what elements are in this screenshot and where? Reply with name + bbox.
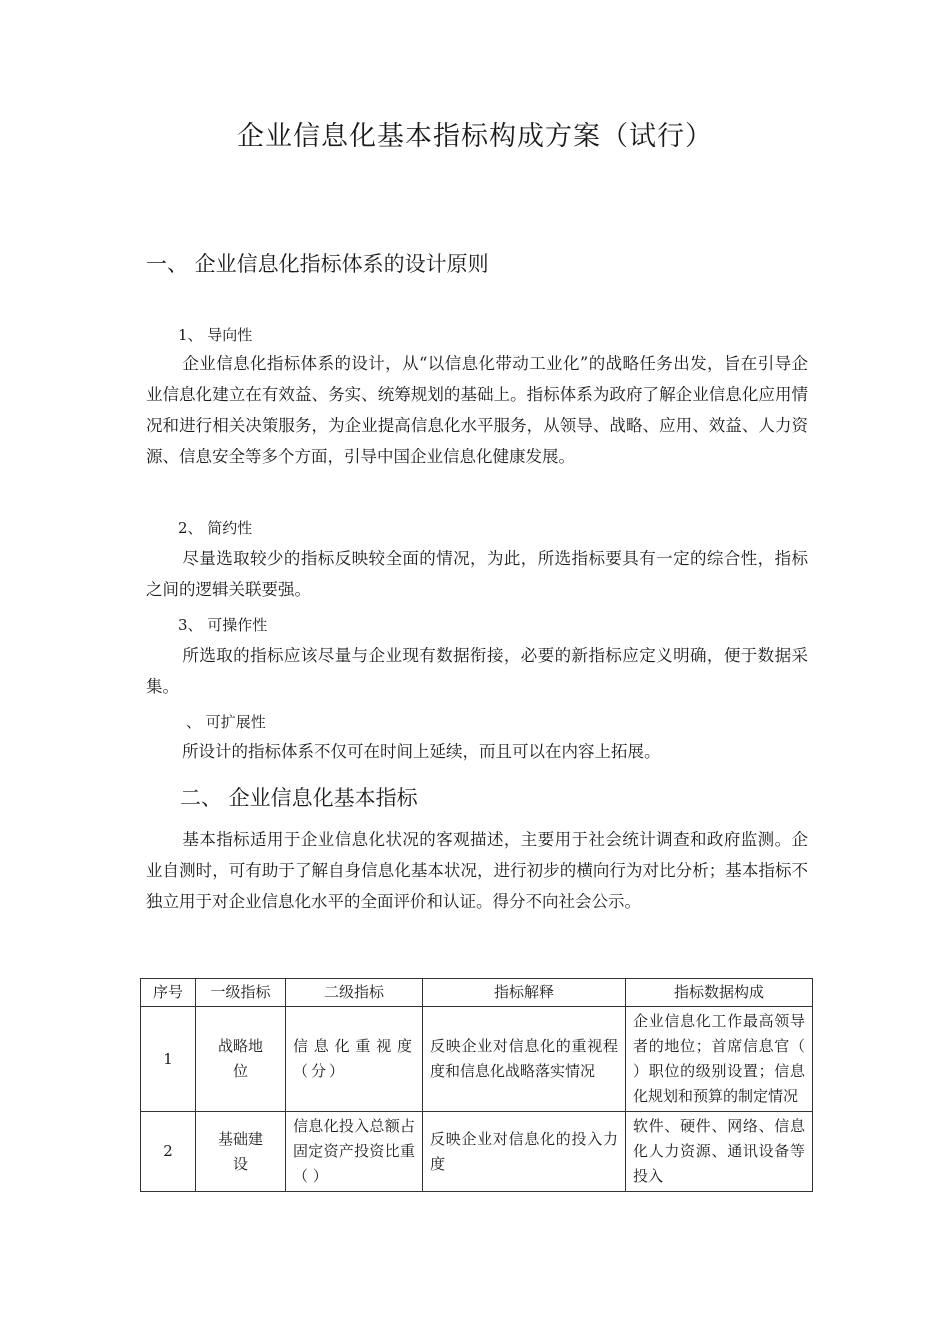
principle-label-1: 1、 导向性 <box>178 326 253 344</box>
table-row <box>141 1007 813 1112</box>
principle-label-3: 3、 可操作性 <box>178 616 268 634</box>
header-explain: 指标解释 <box>423 979 626 1007</box>
cell-data: 企业信息化工作最高领导者的地位；首席信息官（ ）职位的级别设置；信息化规划和预算的制定情况 <box>626 1007 813 1112</box>
principle-label-2: 2、 简约性 <box>178 519 253 537</box>
cell-level2: 信息化投入总额占固定资产投资比重（ ） <box>286 1112 423 1192</box>
header-no: 序号 <box>141 979 196 1007</box>
section-heading-indicators: 二、 企业信息化基本指标 <box>180 786 418 810</box>
principle-text-1: 企业信息化指标体系的设计，从“以信息化带动工业化”的战略任务出发，旨在引导企业信息化建立在有效益、务实、统筹规划的基础上。指标体系为政府了解企业信息化应用情况和进行相关决策服务，为企业提高信息化水平服务，从领导、战略、应用、效益、人力资源、信息安全等多个方面，引导中国企业信息化健康发展。 <box>146 354 808 466</box>
header-level2: 二级指标 <box>286 979 423 1007</box>
principle-text-2: 尽量选取较少的指标反映较全面的情况，为此，所选指标要具有一定的综合性，指标之间的逻辑关联要强。 <box>146 549 808 599</box>
principle-text-4: 所设计的指标体系不仅可在时间上延续，而且可以在内容上拓展。 <box>182 742 661 761</box>
cell-level1: 战略地位 <box>196 1007 286 1112</box>
principle-text-3: 所选取的指标应该尽量与企业现有数据衔接，必要的新指标应定义明确，便于数据采集。 <box>146 646 808 696</box>
section-heading-principles: 一、 企业信息化指标体系的设计原则 <box>146 252 489 276</box>
cell-level2: 信息化重视度（分） <box>286 1007 423 1112</box>
indicators-intro-text: 基本指标适用于企业信息化状况的客观描述，主要用于社会统计调查和政府监测。企业自测时，可有助于了解自身信息化基本状况，进行初步的横向行为对比分析；基本指标不独立用于对企业信息化水平的全面评价和认证。得分不向社会公示。 <box>146 830 808 911</box>
page-title: 企业信息化基本指标构成方案（试行） <box>237 121 713 152</box>
cell-no: 1 <box>141 1007 196 1112</box>
cell-no: 2 <box>141 1112 196 1192</box>
cell-explain: 反映企业对信息化的投入力度 <box>423 1112 626 1192</box>
principle-label-4: 、 可扩展性 <box>186 713 266 731</box>
table-row <box>141 1112 813 1192</box>
cell-level1: 基础建设 <box>196 1112 286 1192</box>
header-level1: 一级指标 <box>196 979 286 1007</box>
indicator-table <box>140 978 813 1192</box>
cell-explain: 反映企业对信息化的重视程度和信息化战略落实情况 <box>423 1007 626 1112</box>
cell-data: 软件、硬件、网络、信息化人力资源、通讯设备等投入 <box>626 1112 813 1192</box>
header-data: 指标数据构成 <box>626 979 813 1007</box>
table-header-row <box>141 979 813 1007</box>
